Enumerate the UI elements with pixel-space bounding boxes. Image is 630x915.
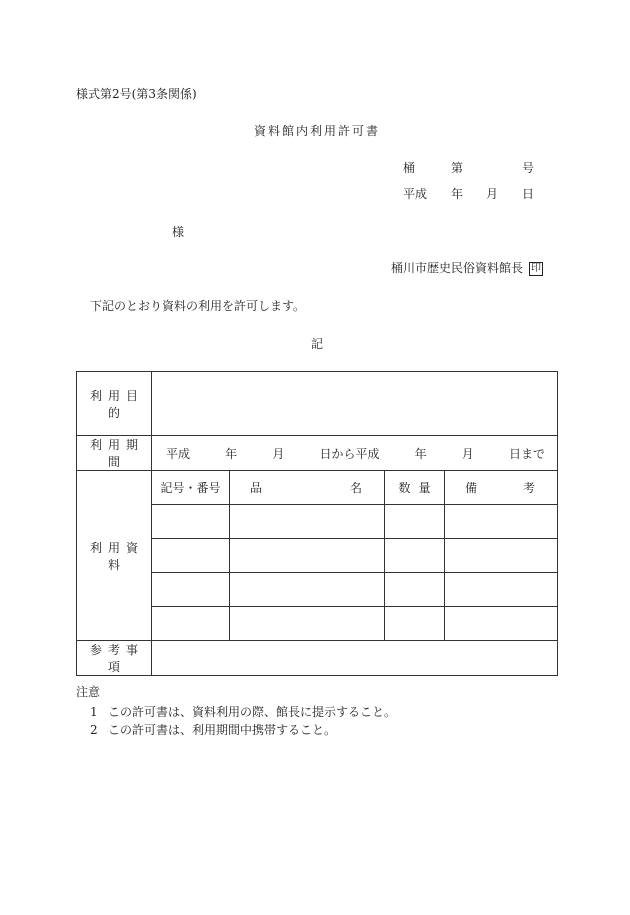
caution-item-1 <box>90 706 396 718</box>
ref-dai: 第 <box>451 161 464 175</box>
ref-prefix: 桶 <box>403 161 416 175</box>
period-day-from: 日から平成 <box>319 446 380 461</box>
col-code-header: 記号・番号 <box>152 471 230 505</box>
period-row <box>77 436 558 471</box>
permission-statement: 下記のとおり資料の利用を許可します。 <box>90 299 306 313</box>
period-text <box>152 445 557 462</box>
material-code-cell[interactable] <box>152 607 230 641</box>
material-remarks-cell[interactable] <box>445 607 558 641</box>
col-quantity-header: 数量 <box>385 471 445 505</box>
period-year2: 年 <box>414 446 427 461</box>
material-quantity-cell[interactable] <box>385 573 445 607</box>
materials-label: 利用資料 <box>77 471 152 641</box>
period-month1: 月 <box>272 446 285 461</box>
issuer-line <box>391 262 543 276</box>
addressee: 様 <box>172 225 185 239</box>
material-quantity-cell[interactable] <box>385 505 445 539</box>
material-quantity-cell[interactable] <box>385 539 445 573</box>
date-day: 日 <box>522 187 535 201</box>
material-name-cell[interactable] <box>230 573 385 607</box>
ki-marker: 記 <box>311 337 324 351</box>
purpose-row <box>77 372 558 436</box>
period-day-until: 日まで <box>508 446 545 461</box>
col-name-a: 品 <box>250 481 263 495</box>
material-remarks-cell[interactable] <box>445 573 558 607</box>
permit-table <box>76 371 558 676</box>
caution-heading: 注意 <box>76 685 101 699</box>
period-era1: 平成 <box>166 446 191 461</box>
ref-go: 号 <box>522 161 535 175</box>
notes-field[interactable] <box>152 641 558 676</box>
caution-item-2 <box>90 724 336 736</box>
caution-item-1-text: この許可書は、資料利用の際、館長に提示すること。 <box>108 705 397 719</box>
caution-item-1-number: 1 <box>90 705 98 719</box>
purpose-field[interactable] <box>152 372 558 436</box>
form-number: 様式第2号(第3条関係) <box>76 87 197 101</box>
period-label: 利用期間 <box>77 436 152 471</box>
col-name-b: 名 <box>349 481 362 495</box>
date-year: 年 <box>451 187 464 201</box>
material-name-cell[interactable] <box>230 607 385 641</box>
material-quantity-cell[interactable] <box>385 607 445 641</box>
material-code-cell[interactable] <box>152 573 230 607</box>
notes-row <box>77 641 558 676</box>
issuer-name: 桶川市歴史民俗資料館長 <box>391 261 524 275</box>
caution-item-2-number: 2 <box>90 723 98 737</box>
material-remarks-cell[interactable] <box>445 505 558 539</box>
seal-mark: 印 <box>531 263 542 274</box>
col-name-header <box>230 471 385 505</box>
caution-item-2-text: この許可書は、利用期間中携帯すること。 <box>108 723 337 737</box>
period-month2: 月 <box>461 446 474 461</box>
material-name-cell[interactable] <box>230 539 385 573</box>
purpose-label: 利用目的 <box>77 372 152 436</box>
document-title: 資料館内利用許可書 <box>254 124 381 138</box>
period-year1: 年 <box>225 446 238 461</box>
period-field[interactable] <box>152 436 558 471</box>
date-month: 月 <box>486 187 499 201</box>
col-remarks-b: 考 <box>522 481 535 495</box>
materials-header-row <box>77 471 558 505</box>
col-remarks-a: 備 <box>465 481 478 495</box>
material-code-cell[interactable] <box>152 505 230 539</box>
material-remarks-cell[interactable] <box>445 539 558 573</box>
col-remarks-header <box>445 471 558 505</box>
notes-label: 参考事項 <box>77 641 152 676</box>
material-code-cell[interactable] <box>152 539 230 573</box>
material-name-cell[interactable] <box>230 505 385 539</box>
date-era: 平成 <box>403 187 428 201</box>
